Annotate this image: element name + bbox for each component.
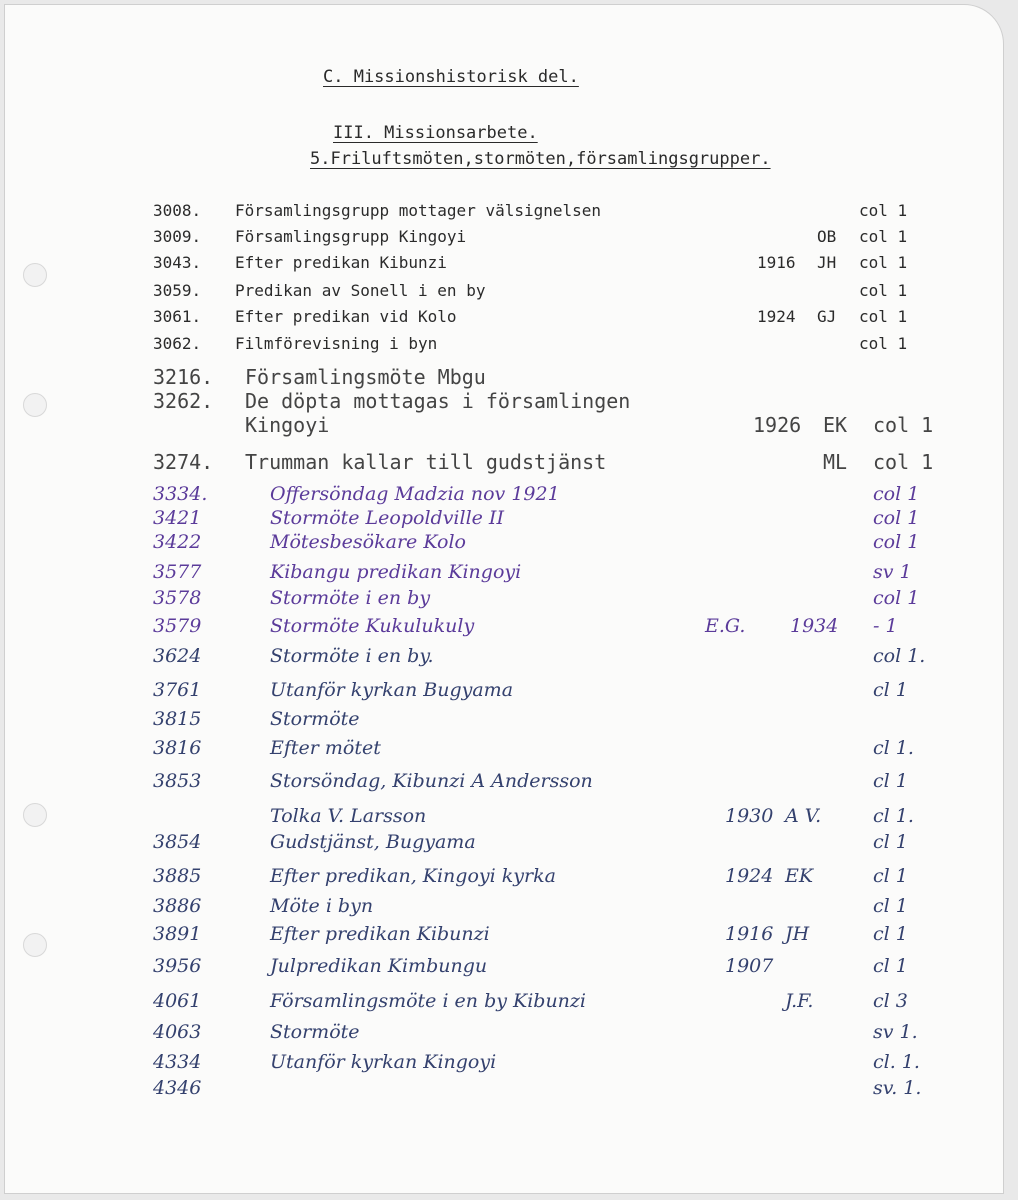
entry-collection: col 1 — [859, 253, 908, 272]
entry-year: 1934 — [790, 615, 839, 637]
entry-row — [5, 865, 1005, 891]
entry-row — [5, 955, 1005, 981]
entry-row — [5, 334, 1005, 360]
entry-row — [5, 990, 1005, 1016]
entry-number: 3334. — [153, 483, 208, 505]
entry-row — [5, 307, 1005, 333]
entry-collection: sv 1 — [873, 561, 912, 583]
entry-number: 3274. — [153, 450, 214, 474]
entry-initials: ML — [823, 450, 848, 474]
entry-collection: cl 1 — [873, 955, 908, 977]
entry-row — [5, 1077, 1005, 1103]
entry-number: 4061 — [153, 990, 202, 1012]
entry-row — [5, 531, 1005, 557]
entry-title: Församlingsgrupp Kingoyi — [235, 227, 467, 246]
entry-title: Utanför kyrkan Kingoyi — [270, 1051, 497, 1073]
entry-initials: EK — [823, 413, 848, 437]
entry-initials: JH — [817, 253, 837, 272]
entry-number: 3008. — [153, 201, 202, 220]
entry-title: Stormöte — [270, 708, 360, 730]
entry-row — [5, 450, 1005, 476]
entry-title: Utanför kyrkan Bugyama — [270, 679, 514, 701]
entry-collection: cl 1 — [873, 770, 908, 792]
section-heading: C. Missionshistorisk del. — [323, 67, 579, 87]
entry-title: Mötesbesökare Kolo — [270, 531, 466, 553]
entry-initials: OB — [817, 227, 837, 246]
entry-year: 1916 — [757, 253, 796, 272]
entry-row — [5, 645, 1005, 671]
entry-number: 3579 — [153, 615, 202, 637]
entry-collection: col 1 — [873, 483, 920, 505]
entry-number: 3421 — [153, 507, 202, 529]
entry-title: Möte i byn — [270, 895, 374, 917]
entry-title: Kingoyi — [245, 413, 330, 437]
entry-number: 3062. — [153, 334, 202, 353]
entry-number: 3262. — [153, 389, 214, 413]
entry-year: 1907 — [725, 955, 774, 977]
entry-title: Efter predikan Kibunzi — [235, 253, 447, 272]
entry-year: 1926 — [753, 413, 802, 437]
entry-initials: J.F. — [785, 990, 814, 1012]
entry-collection: col 1 — [859, 281, 908, 300]
entry-row — [5, 737, 1005, 763]
entry-row — [5, 895, 1005, 921]
entry-row — [5, 253, 1005, 279]
entry-collection: sv. 1. — [873, 1077, 922, 1099]
entry-collection: cl 1 — [873, 895, 908, 917]
entry-title: Stormöte i en by. — [270, 645, 434, 667]
entry-row — [5, 281, 1005, 307]
entry-collection: cl 1 — [873, 865, 908, 887]
entry-title: Församlingsmöte Mbgu — [245, 365, 486, 389]
entry-collection: cl 1 — [873, 679, 908, 701]
entry-number: 3422 — [153, 531, 202, 553]
entry-row — [5, 227, 1005, 253]
entry-title: Predikan av Sonell i en by — [235, 281, 486, 300]
entry-number: 3885 — [153, 865, 202, 887]
entry-number: 3216. — [153, 365, 214, 389]
entry-row — [5, 805, 1005, 831]
entry-initials: A V. — [785, 805, 822, 827]
entry-row — [5, 365, 1005, 391]
entry-title: Stormöte — [270, 1021, 360, 1043]
entry-collection: col 1 — [873, 450, 934, 474]
entry-row — [5, 831, 1005, 857]
entry-collection: cl. 1. — [873, 1051, 920, 1073]
entry-number: 3061. — [153, 307, 202, 326]
entry-initials: JH — [785, 923, 810, 945]
entry-number: 3043. — [153, 253, 202, 272]
entry-number: 3624 — [153, 645, 202, 667]
entry-year: 1924 — [757, 307, 796, 326]
entry-title: Filmförevisning i byn — [235, 334, 438, 353]
entry-title: Gudstjänst, Bugyama — [270, 831, 476, 853]
entry-row — [5, 483, 1005, 509]
entry-year: 1930 — [725, 805, 774, 827]
entry-collection: col 1 — [873, 413, 934, 437]
entry-title: Efter predikan vid Kolo — [235, 307, 457, 326]
entry-title: Efter predikan, Kingoyi kyrka — [270, 865, 556, 887]
entry-number: 3578 — [153, 587, 202, 609]
entry-collection: cl 1. — [873, 805, 914, 827]
entry-initials: E.G. — [705, 615, 746, 637]
entry-row — [5, 587, 1005, 613]
entry-title: Trumman kallar till gudstjänst — [245, 450, 607, 474]
entry-collection: col 1 — [873, 531, 920, 553]
entry-collection: cl 1. — [873, 737, 914, 759]
entry-collection: cl 1 — [873, 831, 908, 853]
entry-row — [5, 1051, 1005, 1077]
entry-number: 3761 — [153, 679, 202, 701]
entry-row — [5, 708, 1005, 734]
index-card — [4, 4, 1004, 1194]
entry-collection: col 1 — [859, 334, 908, 353]
entry-number: 4334 — [153, 1051, 202, 1073]
entry-number: 3956 — [153, 955, 202, 977]
entry-title: Stormöte Kukulukuly — [270, 615, 475, 637]
entry-number: 3853 — [153, 770, 202, 792]
entry-year: 1924 — [725, 865, 774, 887]
entry-title: Församlingsmöte i en by Kibunzi — [270, 990, 587, 1012]
entry-collection: col 1 — [859, 307, 908, 326]
entry-number: 3577 — [153, 561, 202, 583]
entry-number: 3886 — [153, 895, 202, 917]
entry-title: Efter predikan Kibunzi — [270, 923, 490, 945]
entry-row — [5, 1021, 1005, 1047]
entry-collection: - 1 — [873, 615, 898, 637]
entry-title: Tolka V. Larsson — [270, 805, 427, 827]
entry-row — [5, 770, 1005, 796]
entry-collection: col 1 — [873, 507, 920, 529]
entry-row — [5, 679, 1005, 705]
entry-row — [5, 615, 1005, 641]
entry-row — [5, 413, 1005, 439]
entry-number: 3854 — [153, 831, 202, 853]
entry-number: 3815 — [153, 708, 202, 730]
entry-title: Stormöte i en by — [270, 587, 431, 609]
entry-number: 4346 — [153, 1077, 202, 1099]
entry-initials: GJ — [817, 307, 837, 326]
entry-number: 4063 — [153, 1021, 202, 1043]
entry-collection: cl 3 — [873, 990, 908, 1012]
entry-number: 3059. — [153, 281, 202, 300]
entry-title: Storsöndag, Kibunzi A Andersson — [270, 770, 593, 792]
entry-row — [5, 389, 1005, 415]
entry-collection: col 1 — [859, 227, 908, 246]
entry-collection: sv 1. — [873, 1021, 918, 1043]
entry-number: 3816 — [153, 737, 202, 759]
entry-title: Församlingsgrupp mottager välsignelsen — [235, 201, 602, 220]
chapter-heading: III. Missionsarbete. — [333, 123, 538, 143]
entry-year: 1916 — [725, 923, 774, 945]
entry-title: Kibangu predikan Kingoyi — [270, 561, 522, 583]
entry-collection: col 1 — [873, 587, 920, 609]
entry-collection: cl 1 — [873, 923, 908, 945]
entry-row — [5, 561, 1005, 587]
subchapter-heading: 5.Friluftsmöten,stormöten,församlingsgrupper. — [310, 149, 771, 169]
entry-row — [5, 201, 1005, 227]
entry-title: Offersöndag Madzia nov 1921 — [270, 483, 560, 505]
entry-initials: EK — [785, 865, 814, 887]
entry-collection: col 1 — [859, 201, 908, 220]
entry-row — [5, 507, 1005, 533]
entry-collection: col 1. — [873, 645, 926, 667]
entry-title: Stormöte Leopoldville II — [270, 507, 504, 529]
entry-title: Julpredikan Kimbungu — [270, 955, 488, 977]
entry-number: 3009. — [153, 227, 202, 246]
entry-title: Efter mötet — [270, 737, 381, 759]
entry-title: De döpta mottagas i församlingen — [245, 389, 631, 413]
entry-number: 3891 — [153, 923, 202, 945]
entry-row — [5, 923, 1005, 949]
